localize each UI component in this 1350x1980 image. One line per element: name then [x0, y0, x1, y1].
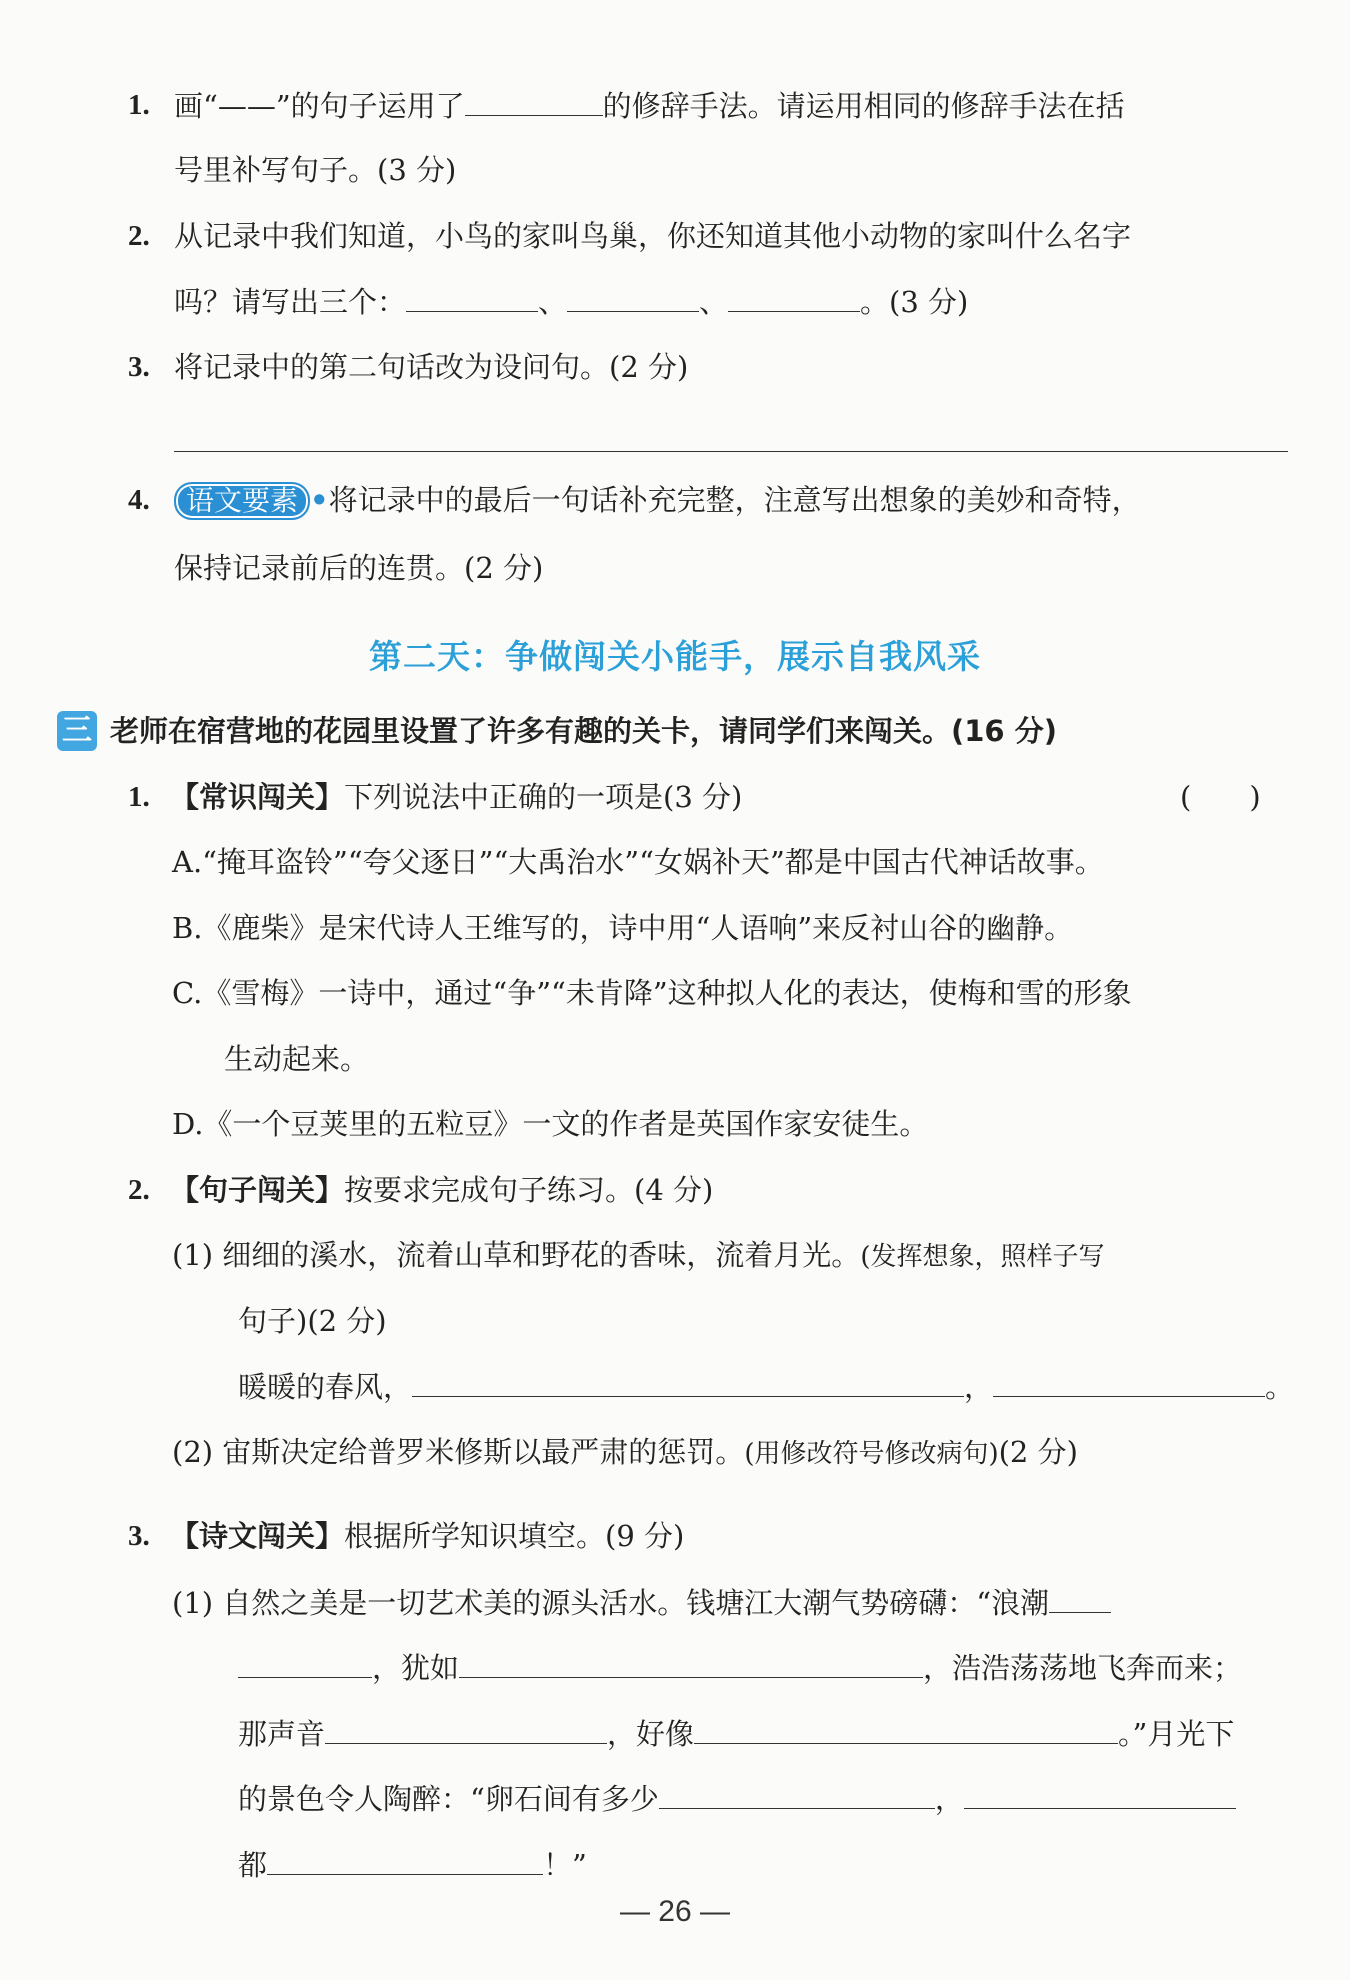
s3q2-sub2-text: (2) 宙斯决定给普罗米修斯以最严肃的惩罚。	[172, 1435, 745, 1469]
q2-number: 2.	[128, 220, 150, 252]
q4-number: 4.	[128, 484, 150, 516]
q2-text-end: 。(3 分)	[860, 285, 969, 319]
option-c-cont: 生动起来。	[224, 1042, 370, 1076]
day2-heading: 第二天：争做闯关小能手，展示自我风采	[369, 637, 981, 676]
s3q2-sub1-text: (1) 细细的溪水，流着山草和野花的香味，流着月光。	[172, 1238, 861, 1272]
s3q3-number: 3.	[128, 1520, 150, 1552]
s3q3-poem-text2a: ，犹如	[372, 1651, 460, 1685]
s3q3-poem-text3a: 那声音	[238, 1717, 326, 1751]
option-a: A.“掩耳盗铃”“夸父逐日”“大禹治水”“女娲补天”都是中国古代神话故事。	[172, 845, 1104, 879]
q1-text-a: 画“——”的句子运用了	[174, 89, 465, 123]
tag-dot: •	[310, 483, 329, 517]
option-d: D.《一个豆荚里的五粒豆》一文的作者是英国作家安徒生。	[172, 1107, 929, 1141]
q2-blank-1[interactable]	[406, 281, 538, 312]
s3q2-sub1-note2: 句子)(2 分)	[238, 1304, 387, 1338]
s3q3-blank-4[interactable]	[694, 1713, 1118, 1744]
s3q3-poem-text3c: 。”月光下	[1118, 1717, 1235, 1751]
q4-text-a: 将记录中的最后一句话补充完整，注意写出想象的美妙和奇特，	[328, 483, 1141, 517]
s3q3-blank-3[interactable]	[325, 1713, 607, 1744]
q2-text-a: 从记录中我们知道，小鸟的家叫鸟巢，你还知道其他小动物的家叫什么名字	[174, 219, 1132, 253]
s3q2-sub1-comma: ，	[964, 1370, 994, 1404]
s3q3-text: 根据所学知识填空。(9 分)	[344, 1519, 685, 1553]
s3q3-poem-text5a: 都	[238, 1848, 268, 1882]
q1-text-c: 号里补写句子。(3 分)	[174, 153, 457, 187]
s3q3-blank-1b[interactable]	[238, 1647, 372, 1678]
q3-text: 将记录中的第二句话改为设问句。(2 分)	[174, 350, 689, 384]
page-number: — 26 —	[619, 1895, 731, 1928]
q1-text-b: 的修辞手法。请运用相同的修辞手法在括	[602, 89, 1125, 123]
q1-number: 1.	[128, 89, 150, 121]
s3q1-label: 【常识闯关】	[170, 780, 345, 814]
q2-sep-2: 、	[699, 285, 729, 319]
q1-blank[interactable]	[465, 85, 603, 116]
s3q2-text: 按要求完成句子练习。(4 分)	[344, 1173, 714, 1207]
s3q2-number: 2.	[128, 1174, 150, 1206]
q3-answer-line[interactable]	[174, 451, 1288, 452]
s3q2-sub1-blank-1[interactable]	[412, 1366, 964, 1397]
s3q3-poem-text4a: 的景色令人陶醉：“卵石间有多少	[238, 1782, 659, 1816]
s3q2-sub1-end: 。	[1265, 1370, 1295, 1404]
q2-blank-3[interactable]	[728, 281, 860, 312]
option-b: B.《鹿柴》是宋代诗人王维写的，诗中用“人语响”来反衬山谷的幽静。	[172, 911, 1074, 945]
section3-title: 老师在宿营地的花园里设置了许多有趣的关卡，请同学们来闯关。(16 分)	[110, 714, 1057, 748]
s3q3-label: 【诗文闯关】	[170, 1519, 345, 1553]
s3q2-sub2-note: (用修改符号修改病句)	[744, 1439, 999, 1469]
q3-number: 3.	[128, 351, 150, 383]
option-c: C.《雪梅》一诗中，通过“争”“未肯降”这种拟人化的表达，使梅和雪的形象	[172, 976, 1132, 1010]
s3q3-blank-6[interactable]	[964, 1778, 1236, 1809]
s3q3-blank-2[interactable]	[459, 1647, 923, 1678]
s3q2-sub1-note: (发挥想象，照样子写	[860, 1242, 1105, 1272]
s3q2-sub1-prompt: 暖暖的春风，	[238, 1370, 413, 1404]
s3q1-number: 1.	[128, 781, 150, 813]
s3q2-sub1-blank-2[interactable]	[993, 1366, 1265, 1397]
s3q2-label: 【句子闯关】	[170, 1173, 345, 1207]
section-three-icon: 三	[57, 711, 97, 751]
q4-text-b: 保持记录前后的连贯。(2 分)	[174, 551, 544, 585]
s3q3-blank-1a[interactable]	[1049, 1582, 1111, 1613]
s3q1-text: 下列说法中正确的一项是(3 分)	[344, 780, 743, 814]
s3q1-answer-box[interactable]: ( )	[1180, 780, 1261, 814]
q2-blank-2[interactable]	[567, 281, 699, 312]
s3q3-poem-text1: (1) 自然之美是一切艺术美的源头活水。钱塘江大潮气势磅礴：“浪潮	[172, 1586, 1050, 1620]
s3q3-blank-7[interactable]	[267, 1844, 543, 1875]
s3q2-sub2-points: (2 分)	[998, 1435, 1078, 1469]
s3q3-poem-text2b: ，浩浩荡荡地飞奔而来；	[923, 1651, 1243, 1685]
s3q3-poem-text5b: ！”	[543, 1848, 587, 1882]
q2-text-b: 吗？请写出三个：	[174, 285, 407, 319]
s3q3-poem-text4b: ，	[934, 1782, 964, 1816]
s3q3-poem-text3b: ，好像	[607, 1717, 695, 1751]
s3q3-blank-5[interactable]	[659, 1778, 935, 1809]
chinese-element-tag: 语文要素	[174, 482, 310, 520]
q2-sep-1: 、	[538, 285, 568, 319]
